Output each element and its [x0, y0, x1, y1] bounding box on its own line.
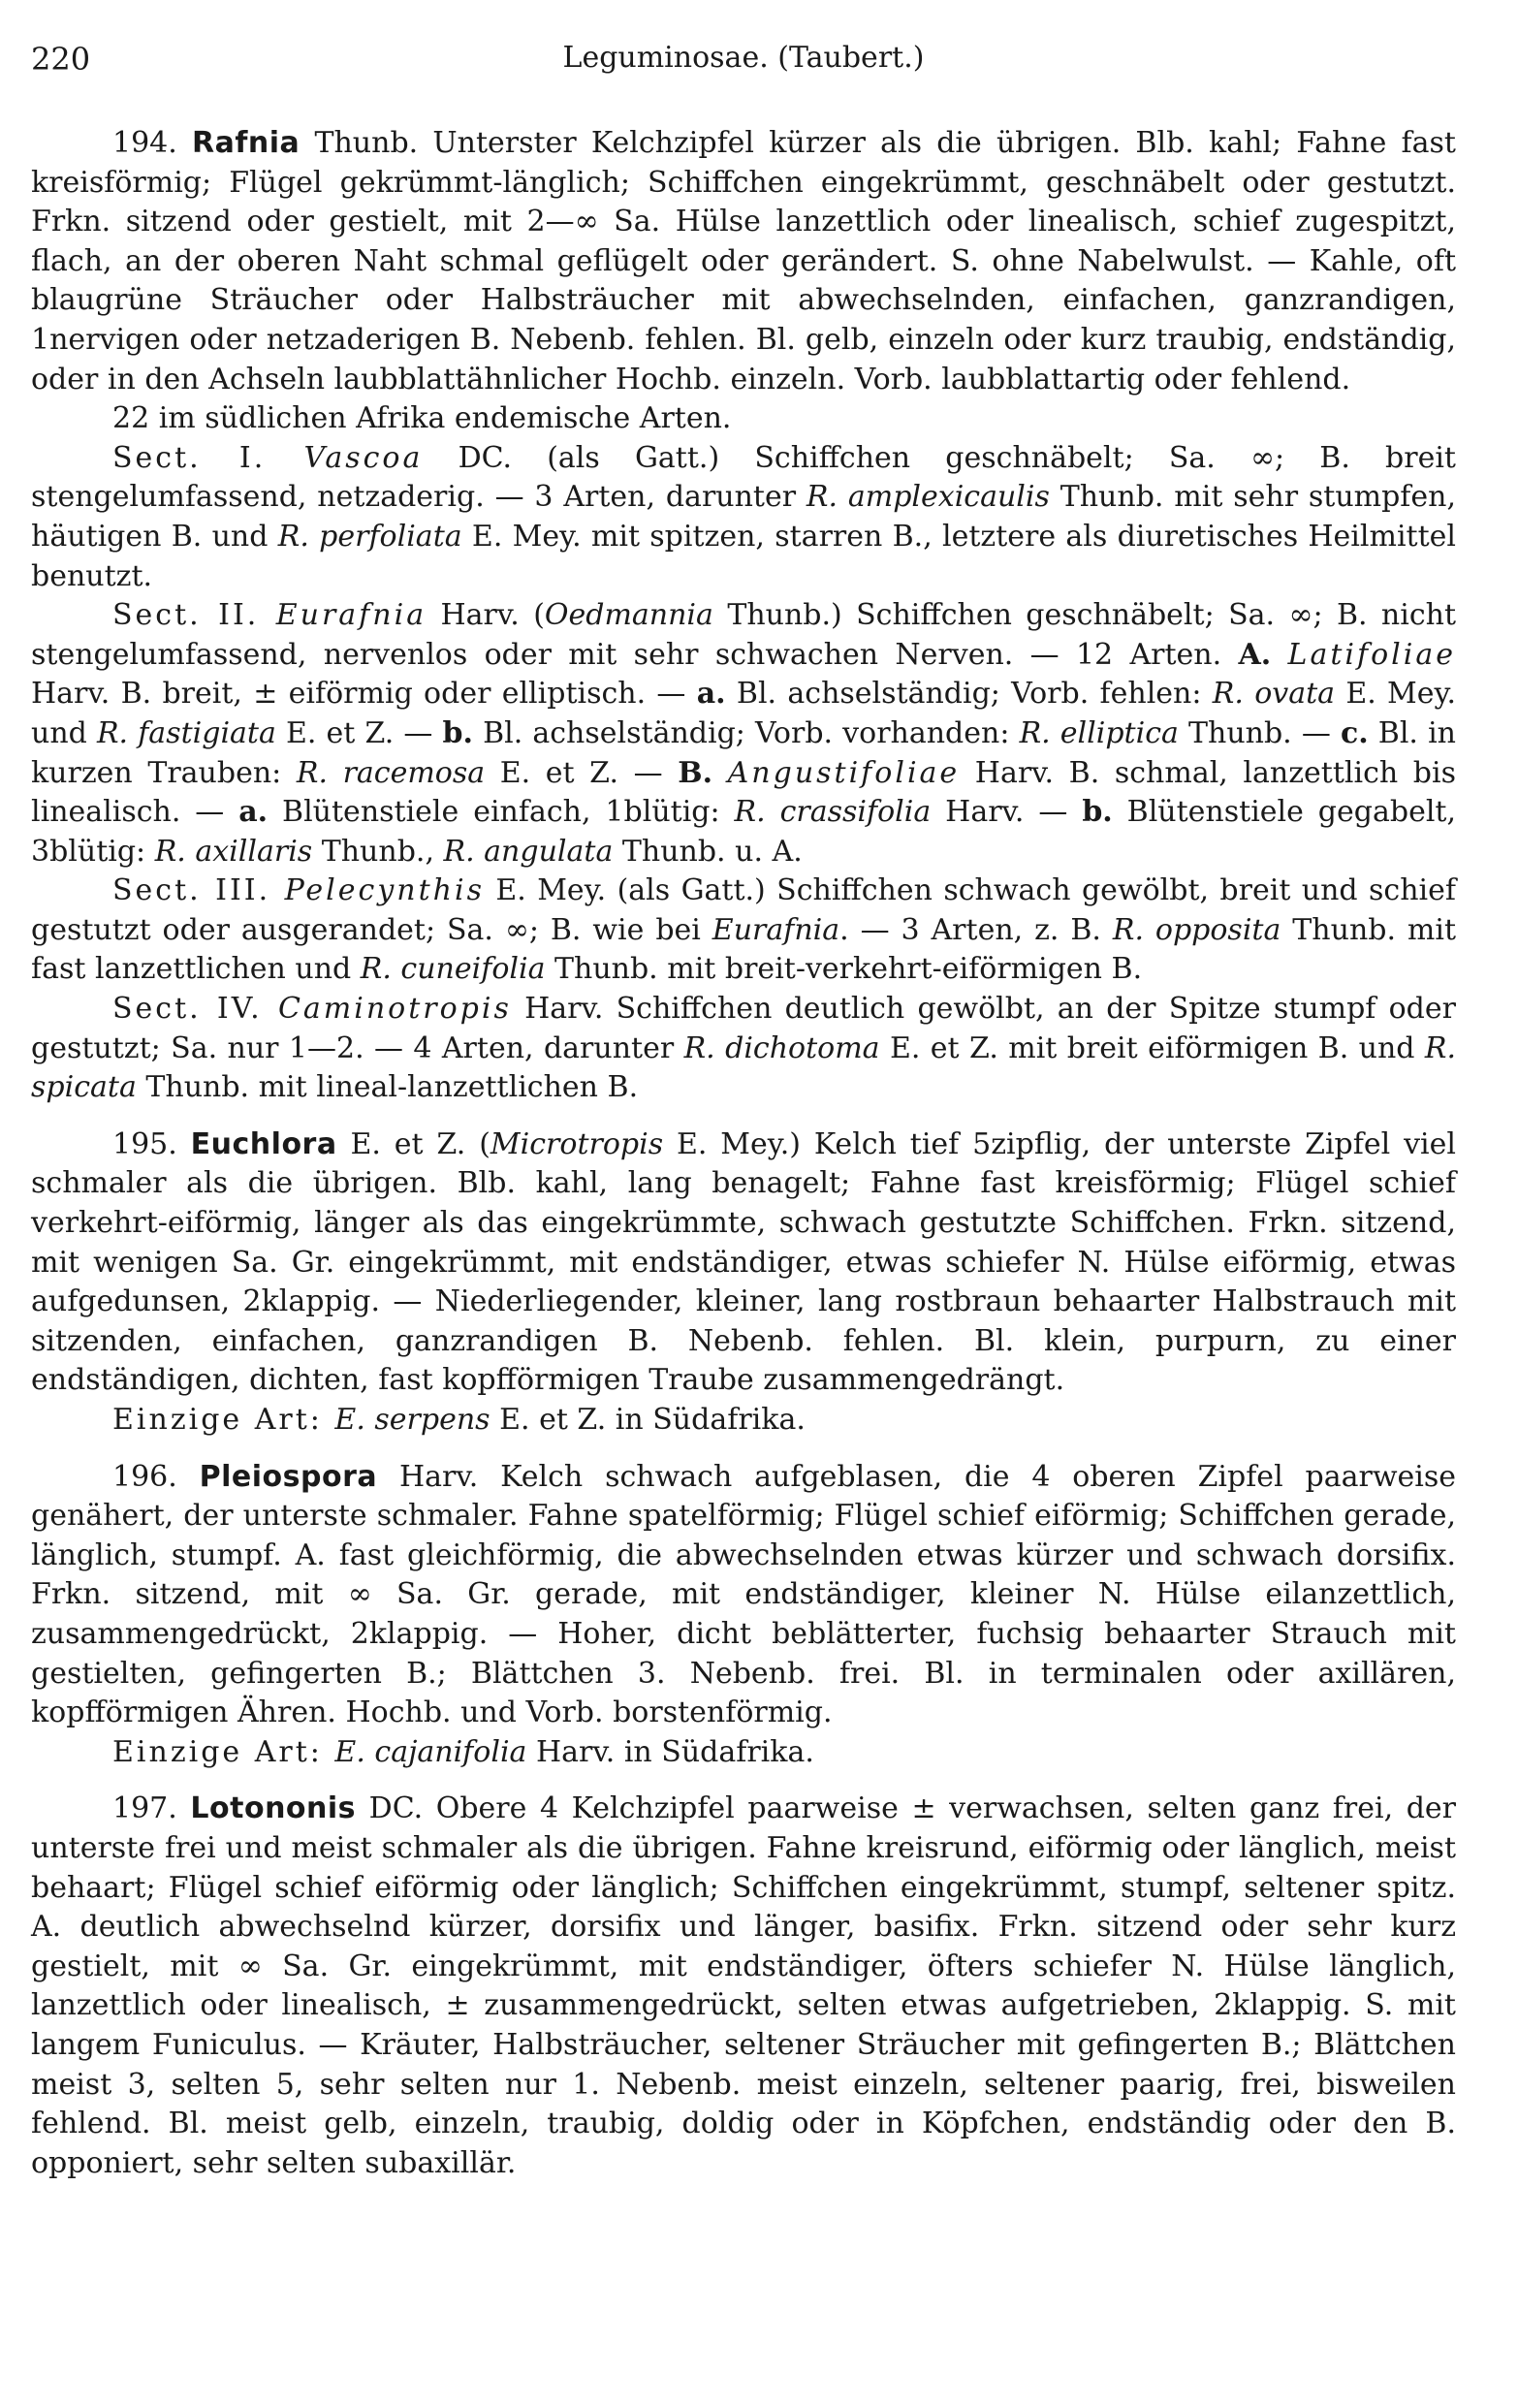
genus-description: Kelch schwach aufgeblasen, die 4 oberen Zipfel paarweise genähert, der unterste schmaler. Fahne spatelförmig; Flügel schief eiförmig; Schiffchen gerade, länglich, stumpf. A. fast gleichförmig, die abwechselnden etwas kürzer und schwach dorsifix. Frkn. sitzend, mit ∞ Sa. Gr. gerade, mit endständiger, kleiner N. Hülse eilanzettlich, zusammengedrückt, 2klappig. — Hoher, dicht beblätterter, fuchsig behaarter Strauch mit gestielten, gefingerten B.; Blättchen 3. Nebenb. frei. Bl. in terminalen oder axillären, kopfförmigen Ähren. Hochb. und Vorb. borstenförmig.: [31, 1459, 1456, 1730]
genus-name: Pleiospora: [199, 1459, 378, 1494]
genus-name: Rafnia: [192, 126, 300, 160]
section-paragraph-2: Sect. II. Eurafnia Harv. (Oedmannia Thunb.) Schiffchen geschnäbelt; Sa. ∞; B. nicht stengelumfassend, nervenlos oder mit sehr schwachen Nerven. — 12 Arten. A. Latifoliae Harv. B. breit, ± eiförmig oder elliptisch. — a. Bl. achselständig; Vorb. fehlen: R. ovata E. Mey. und R. fastigiata E. et Z. — b. Bl. achselständig; Vorb. vorhanden: R. elliptica Thunb. — c. Bl. in kurzen Trauben: R. racemosa E. et Z. — B. Angustifoliae Harv. B. schmal, lanzettlich bis linealisch. — a. Blütenstiele einfach, 1blütig: R. crassifolia Harv. — b. Blütenstiele gegabelt, 3blütig: R. axillaris Thunb., R. angulata Thunb. u. A.: [31, 598, 1457, 869]
section-name: Eurafnia: [275, 598, 427, 633]
page: [31, 29, 1456, 2183]
entry-number: 197.: [112, 1791, 177, 1826]
page-number: 220: [31, 41, 91, 78]
section-paragraph-4: Sect. IV. Caminotropis Harv. Schiffchen deutlich gewölbt, an der Spitze stumpf oder gestutzt; Sa. nur 1—2. — 4 Arten, darunter R. dichotoma E. et Z. mit breit eiförmigen B. und R. spicata Thunb. mit lineal-lanzettlichen B.: [31, 992, 1457, 1105]
section-label: Sect. II.: [112, 598, 276, 633]
genus-entry-194: 194. Rafnia Thunb. Unterster Kelchzipfel kürzer als die übrigen. Blb. kahl; Fahne fast kreisförmig; Flügel gekrümmt-länglich; Schiffchen eingekrümmt, geschnäbelt oder gestutzt. Frkn. sitzend oder gestielt, mit 2—∞ Sa. Hülse lanzettlich oder linealisch, schief zugespitzt, flach, an der oberen Naht schmal geflügelt oder gerändert. S. ohne Nabelwulst. — Kahle, oft blaugrüne Sträucher oder Halbsträucher mit abwechselnden, einfachen, ganzrandigen, 1nervigen oder netzaderigen B. Nebenb. fehlen. Bl. gelb, einzeln oder kurz traubig, endständig, oder in den Achseln laubblattähnlicher Hochb. einzeln. Vorb. laubblattartig oder fehlend.: [31, 126, 1456, 396]
running-title: Leguminosae. (Taubert.): [562, 41, 925, 75]
species-note: Einzige Art: E. serpens E. et Z. in Südafrika.: [112, 1403, 806, 1437]
genus-description: Unterster Kelchzipfel kürzer als die übrigen. Blb. kahl; Fahne fast kreisförmig; Flügel gekrümmt-länglich; Schiffchen eingekrümmt, geschnäbelt oder gestutzt. Frkn. sitzend oder gestielt, mit 2—∞ Sa. Hülse lanzettlich oder linealisch, schief zugespitzt, flach, an der oberen Naht schmal geflügelt oder gerändert. S. ohne Nabelwulst. — Kahle, oft blaugrüne Sträucher oder Halbsträucher mit abwechselnden, einfachen, ganzrandigen, 1nervigen oder netzaderigen B. Nebenb. fehlen. Bl. gelb, einzeln oder kurz traubig, endständig, oder in den Achseln laubblattähnlicher Hochb. einzeln. Vorb. laubblattartig oder fehlend.: [31, 126, 1456, 396]
page-content: [31, 124, 1456, 2183]
section-paragraph-1: Sect. I. Vascoa DC. (als Gatt.) Schiffchen geschnäbelt; Sa. ∞; B. breit stengelumfassend, netzaderig. — 3 Arten, darunter R. amplexicaulis Thunb. mit sehr stumpfen, häutigen B. und R. perfoliata E. Mey. mit spitzen, starren B., letztere als diuretisches Heilmittel benutzt.: [31, 440, 1457, 593]
section-paragraph-3: Sect. III. Pelecynthis E. Mey. (als Gatt.) Schiffchen schwach gewölbt, breit und schief gestutzt oder ausgerandet; Sa. ∞; B. wie bei Eurafnia. — 3 Arten, z. B. R. opposita Thunb. mit fast lanzettlichen und R. cuneifolia Thunb. mit breit-verkehrt-eiförmigen B.: [31, 873, 1457, 987]
genus-entry-197: 197. Lotononis DC. Obere 4 Kelchzipfel paarweise ± verwachsen, selten ganz frei, der unterste frei und meist schmaler als die übrigen. Fahne kreisrund, eiförmig oder länglich, meist behaart; Flügel schief eiförmig oder länglich; Schiffchen eingekrümmt, stumpf, seltener spitz. A. deutlich abwechselnd kürzer, dorsifix und länger, basifix. Frkn. sitzend oder sehr kurz gestielt, mit ∞ Sa. Gr. eingekrümmt, mit endständiger, öfters schiefer N. Hülse länglich, lanzettlich oder linealisch, ± zusammengedrückt, selten etwas aufgetrieben, 2klappig. S. mit langem Funiculus. — Kräuter, Halbsträucher, seltener Sträucher mit gefingerten B.; Blättchen meist 3, selten 5, sehr selten nur 1. Nebenb. meist einzeln, seltener paarig, frei, bisweilen fehlend. Bl. meist gelb, einzeln, traubig, doldig oder in Köpfchen, endständig oder den B. opponiert, sehr selten subaxillär.: [31, 1791, 1457, 2180]
section-name: Vascoa: [303, 440, 424, 475]
genus-name: Lotononis: [190, 1791, 357, 1826]
page-header: [31, 29, 1456, 87]
genus-description: Kelch tief 5zipflig, der unterste Zipfel viel schmaler als die übrigen. Blb. kahl, lang benagelt; Fahne fast kreisförmig; Flügel schief verkehrt-eiförmig, länger als das eingekrümmte, schwach gestutzte Schiffchen. Frkn. sitzend, mit wenigen Sa. Gr. eingekrümmt, mit endständiger, etwas schiefer N. Hülse eiförmig, etwas aufgedunsen, 2klappig. — Niederliegender, kleiner, lang rostbraun behaarter Halbstrauch mit sitzenden, einfachen, ganzrandigen B. Nebenb. fehlen. Bl. klein, purpurn, zu einer endständigen, dichten, fast kopfförmigen Traube zusammengedrängt.: [31, 1126, 1456, 1398]
genus-description: Obere 4 Kelchzipfel paarweise ± verwachsen, selten ganz frei, der unterste frei und meist schmaler als die übrigen. Fahne kreisrund, eiförmig oder länglich, meist behaart; Flügel schief eiförmig oder länglich; Schiffchen eingekrümmt, stumpf, seltener spitz. A. deutlich abwechselnd kürzer, dorsifix und länger, basifix. Frkn. sitzend oder sehr kurz gestielt, mit ∞ Sa. Gr. eingekrümmt, mit endständiger, öfters schiefer N. Hülse länglich, lanzettlich oder linealisch, ± zusammengedrückt, selten etwas aufgetrieben, 2klappig. S. mit langem Funiculus. — Kräuter, Halbsträucher, seltener Sträucher mit gefingerten B.; Blättchen meist 3, selten 5, sehr selten nur 1. Nebenb. meist einzeln, seltener paarig, frei, bisweilen fehlend. Bl. meist gelb, einzeln, traubig, doldig oder in Köpfchen, endständig oder den B. opponiert, sehr selten subaxillär.: [31, 1791, 1457, 2180]
section-label: Sect. III.: [112, 873, 285, 908]
distribution-note: 22 im südlichen Afrika endemische Arten.: [112, 401, 732, 436]
section-label: Sect. I.: [112, 440, 304, 475]
entry-number: 196.: [112, 1459, 177, 1494]
entry-number: 195.: [112, 1126, 177, 1161]
species-note: Einzige Art: E. cajanifolia Harv. in Südafrika.: [112, 1734, 814, 1769]
section-label: Sect. IV.: [112, 992, 278, 1027]
genus-entry-195: 195. Euchlora E. et Z. (Microtropis E. Mey.) Kelch tief 5zipflig, der unterste Zipfel viel schmaler als die übrigen. Blb. kahl, lang benagelt; Fahne fast kreisförmig; Flügel schief verkehrt-eiförmig, länger als das eingekrümmte, schwach gestutzte Schiffchen. Frkn. sitzend, mit wenigen Sa. Gr. eingekrümmt, mit endständiger, etwas schiefer N. Hülse eiförmig, etwas aufgedunsen, 2klappig. — Niederliegender, kleiner, lang rostbraun behaarter Halbstrauch mit sitzenden, einfachen, ganzrandigen B. Nebenb. fehlen. Bl. klein, purpurn, zu einer endständigen, dichten, fast kopfförmigen Traube zusammengedrängt.: [31, 1126, 1456, 1398]
genus-name: Euchlora: [190, 1126, 337, 1161]
entry-number: 194.: [112, 126, 177, 160]
genus-entry-196: 196. Pleiospora Harv. Kelch schwach aufgeblasen, die 4 oberen Zipfel paarweise genähert, der unterste schmaler. Fahne spatelförmig; Flügel schief eiförmig; Schiffchen gerade, länglich, stumpf. A. fast gleichförmig, die abwechselnden etwas kürzer und schwach dorsifix. Frkn. sitzend, mit ∞ Sa. Gr. gerade, mit endständiger, kleiner N. Hülse eilanzettlich, zusammengedrückt, 2klappig. — Hoher, dicht beblätterter, fuchsig behaarter Strauch mit gestielten, gefingerten B.; Blättchen 3. Nebenb. frei. Bl. in terminalen oder axillären, kopfförmigen Ähren. Hochb. und Vorb. borstenförmig.: [31, 1459, 1456, 1730]
section-name: Caminotropis: [277, 992, 512, 1027]
section-name: Pelecynthis: [284, 873, 485, 908]
